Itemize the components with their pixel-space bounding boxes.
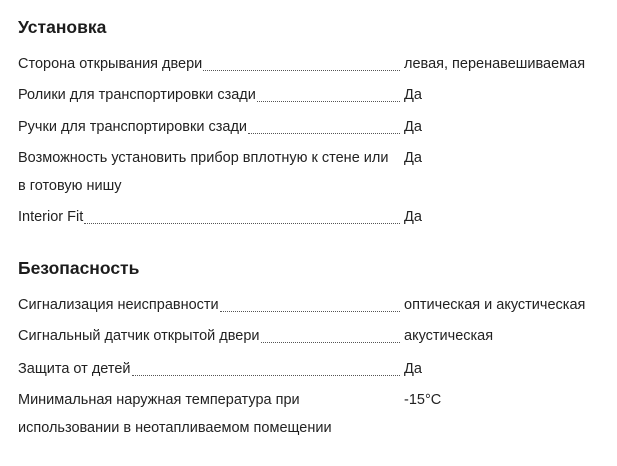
section-title-safety: Безопасность — [18, 258, 140, 278]
spec-value: оптическая и акустическая — [404, 297, 586, 313]
section-safety — [18, 256, 608, 280]
spec-value: акустическая — [404, 328, 494, 344]
spec-value: Да — [404, 361, 422, 377]
spec-value: Да — [404, 209, 422, 225]
spec-value: Да — [404, 150, 422, 166]
spec-value: Да — [404, 87, 422, 103]
section-installation — [18, 15, 608, 39]
dotted-leader — [203, 69, 400, 71]
spec-label: Сторона открывания двери — [18, 56, 203, 72]
spec-label: Сигнализация неисправности — [18, 297, 219, 313]
dotted-leader — [261, 341, 401, 343]
dotted-leader — [84, 222, 400, 224]
spec-label: Сигнальный датчик открытой двери — [18, 328, 260, 344]
section-title-installation: Установка — [18, 17, 107, 37]
spec-label: Interior Fit — [18, 209, 84, 225]
dotted-leader — [220, 310, 400, 312]
spec-value: левая, перенавешиваемая — [404, 56, 586, 72]
spec-label: Возможность установить прибор вплотную к стене или в готовую нишу — [18, 150, 389, 194]
spec-value: Да — [404, 119, 422, 135]
spec-value: -15°C — [404, 392, 442, 408]
dotted-leader — [248, 132, 400, 134]
spec-label: Минимальная наружная температура при использовании в неотапливаемом помещении — [18, 392, 332, 436]
dotted-leader — [257, 100, 400, 102]
spec-label: Ручки для транспортировки сзади — [18, 119, 248, 135]
spec-label: Защита от детей — [18, 361, 131, 377]
dotted-leader — [132, 374, 400, 376]
spec-label: Ролики для транспортировки сзади — [18, 87, 256, 103]
